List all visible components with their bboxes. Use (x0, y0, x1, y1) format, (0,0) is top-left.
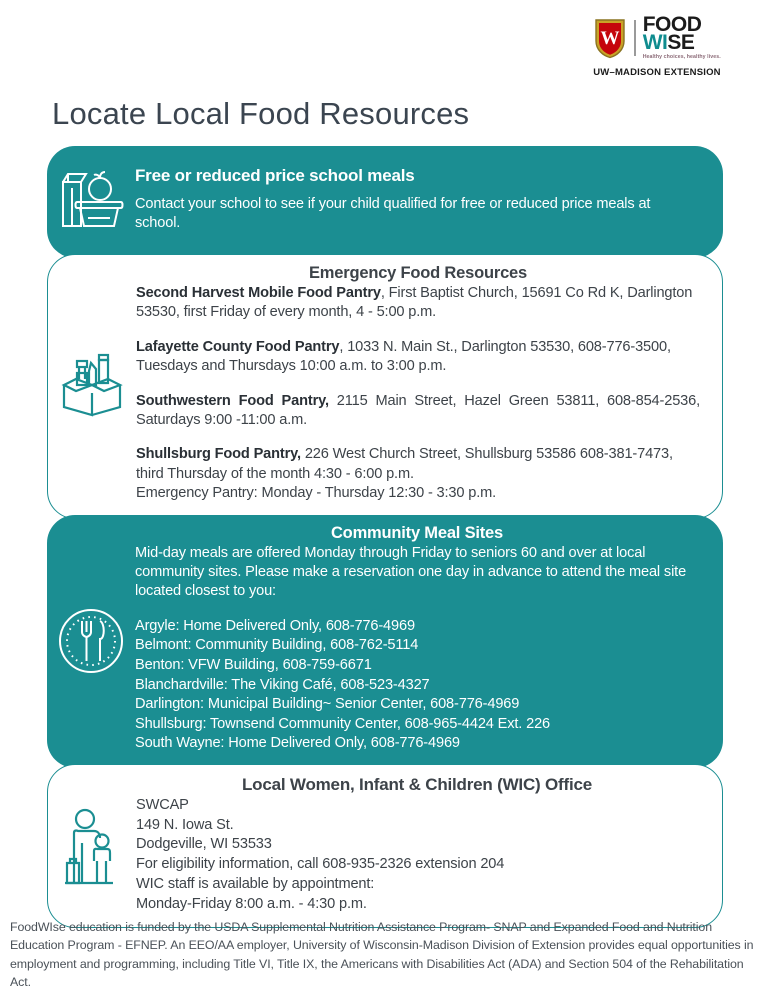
spacer (136, 323, 700, 338)
spacer (136, 430, 700, 445)
card-wic-office (47, 764, 723, 928)
card-school-meals (47, 146, 723, 258)
pantry-name: Shullsburg Food Pantry, (136, 446, 301, 463)
resource-cards (47, 146, 723, 928)
pantry-entry (136, 392, 700, 431)
pantry-details: , 1033 N. Main St., Darlington 53530, 608-776-3500, Tuesdays and Thursdays 10:00 a.m. to 3:00 p.m. (136, 338, 671, 375)
pantry-name: Lafayette County Food Pantry (136, 338, 340, 355)
meal-site-item: Blanchardville: The Viking Café, 608-523-4327 (135, 676, 430, 693)
wic-line: Monday-Friday 8:00 a.m. - 4:30 p.m. (136, 895, 367, 912)
meal-site-item: Benton: VFW Building, 608-759-6671 (135, 656, 372, 673)
pantry-entry (136, 338, 700, 377)
page-title: Locate Local Food Resources (52, 95, 470, 131)
spacer (135, 602, 699, 617)
meal-site-item: Argyle: Home Delivered Only, 608-776-4969 (135, 617, 415, 634)
wic-line: Dodgeville, WI 53533 (136, 836, 272, 853)
pantry-entry (136, 445, 700, 484)
card-community-meals-body (135, 524, 723, 754)
logo-extension-label: UW–MADISON EXTENSION (593, 66, 721, 78)
card-school-meals-body: Contact your school to see if your child qualified for free or reduced price meals at school. (135, 196, 651, 232)
logo-row (593, 13, 721, 60)
footer-disclaimer: FoodWIse education is funded by the USDA Supplemental Nutrition Assistance Program- SNAP and Expanded Food and Nutrition Education Program - EFNEP. An EEO/AA employer, University of Wisconsin-Madison Division of Extension provides equal opportunities in employment and programming, including Title VI, Title IX, the Americans with Disabilities Act (ADA) and Section 504 of the Rehabilitation Act. (10, 920, 754, 990)
meal-site-list (135, 617, 699, 754)
logo-tagline: Healthy choices, healthy lives. (642, 53, 721, 60)
card-community-meals (47, 515, 723, 768)
logo-word-food: FOOD (642, 13, 702, 36)
card-school-meals-heading: Free or reduced price school meals (135, 166, 415, 185)
svg-text:W: W (600, 27, 620, 49)
plate-fork-knife-icon (47, 524, 135, 754)
uw-crest-icon (593, 17, 627, 59)
pantry-name: Second Harvest Mobile Food Pantry (136, 285, 381, 301)
logo-word-se: SE (667, 31, 695, 55)
card-wic-office-body (136, 775, 722, 915)
community-meals-intro: Mid-day meals are offered Monday through Friday to seniors 60 and over at local community sites. Please make a reservation one day in advance to attend the meal site located closest to you: (135, 544, 687, 600)
logo-wordmark (642, 13, 721, 60)
wic-detail-lines (136, 796, 698, 915)
logo-divider (634, 20, 636, 56)
card-emergency-food-heading: Emergency Food Resources (308, 264, 528, 282)
pantry-entry (136, 284, 700, 323)
wic-line: 149 N. Iowa St. (136, 816, 234, 833)
logo-word-wise (642, 31, 721, 55)
meal-site-item: Darlington: Municipal Building~ Senior Center, 608-776-4969 (135, 696, 520, 713)
pantry-details: 226 West Church Street, Shullsburg 53586 608-381-7473, third Thursday of the month 4:30 - 6:00 p.m. (136, 446, 673, 482)
card-community-meals-heading: Community Meal Sites (330, 523, 504, 542)
card-wic-office-heading: Local Women, Infant & Children (WIC) Office (242, 774, 592, 794)
pantry-extra-line: Emergency Pantry: Monday - Thursday 12:30 - 3:30 p.m. (136, 485, 497, 502)
logo-word-wi: WI (642, 31, 668, 55)
food-box-icon (48, 264, 136, 504)
card-emergency-food (47, 254, 723, 519)
meal-site-item: South Wayne: Home Delivered Only, 608-776-4969 (135, 735, 460, 752)
pantry-name: Southwestern Food Pantry, (136, 392, 329, 409)
wic-line: SWCAP (136, 796, 189, 813)
pantry-details: 2115 Main Street, Hazel Green 53811, 608-854-2536, Saturdays 9:00 -11:00 a.m. (136, 392, 700, 429)
card-emergency-food-body (136, 264, 722, 504)
wic-line: WIC staff is available by appointment: (136, 876, 375, 893)
foodwise-logo (582, 13, 732, 78)
meal-site-item: Belmont: Community Building, 608-762-5114 (135, 637, 419, 654)
wic-line: For eligibility information, call 608-935-2326 extension 204 (136, 856, 505, 873)
spacer (136, 377, 700, 392)
pantry-details: , First Baptist Church, 15691 Co Rd K, Darlington 53530, first Friday of every month, 4 - 5:00 p.m. (136, 285, 693, 321)
mother-child-icon (48, 775, 136, 915)
school-lunch-icon (47, 166, 135, 234)
meal-site-item: Shullsburg: Townsend Community Center, 608-965-4424 Ext. 226 (135, 715, 551, 732)
